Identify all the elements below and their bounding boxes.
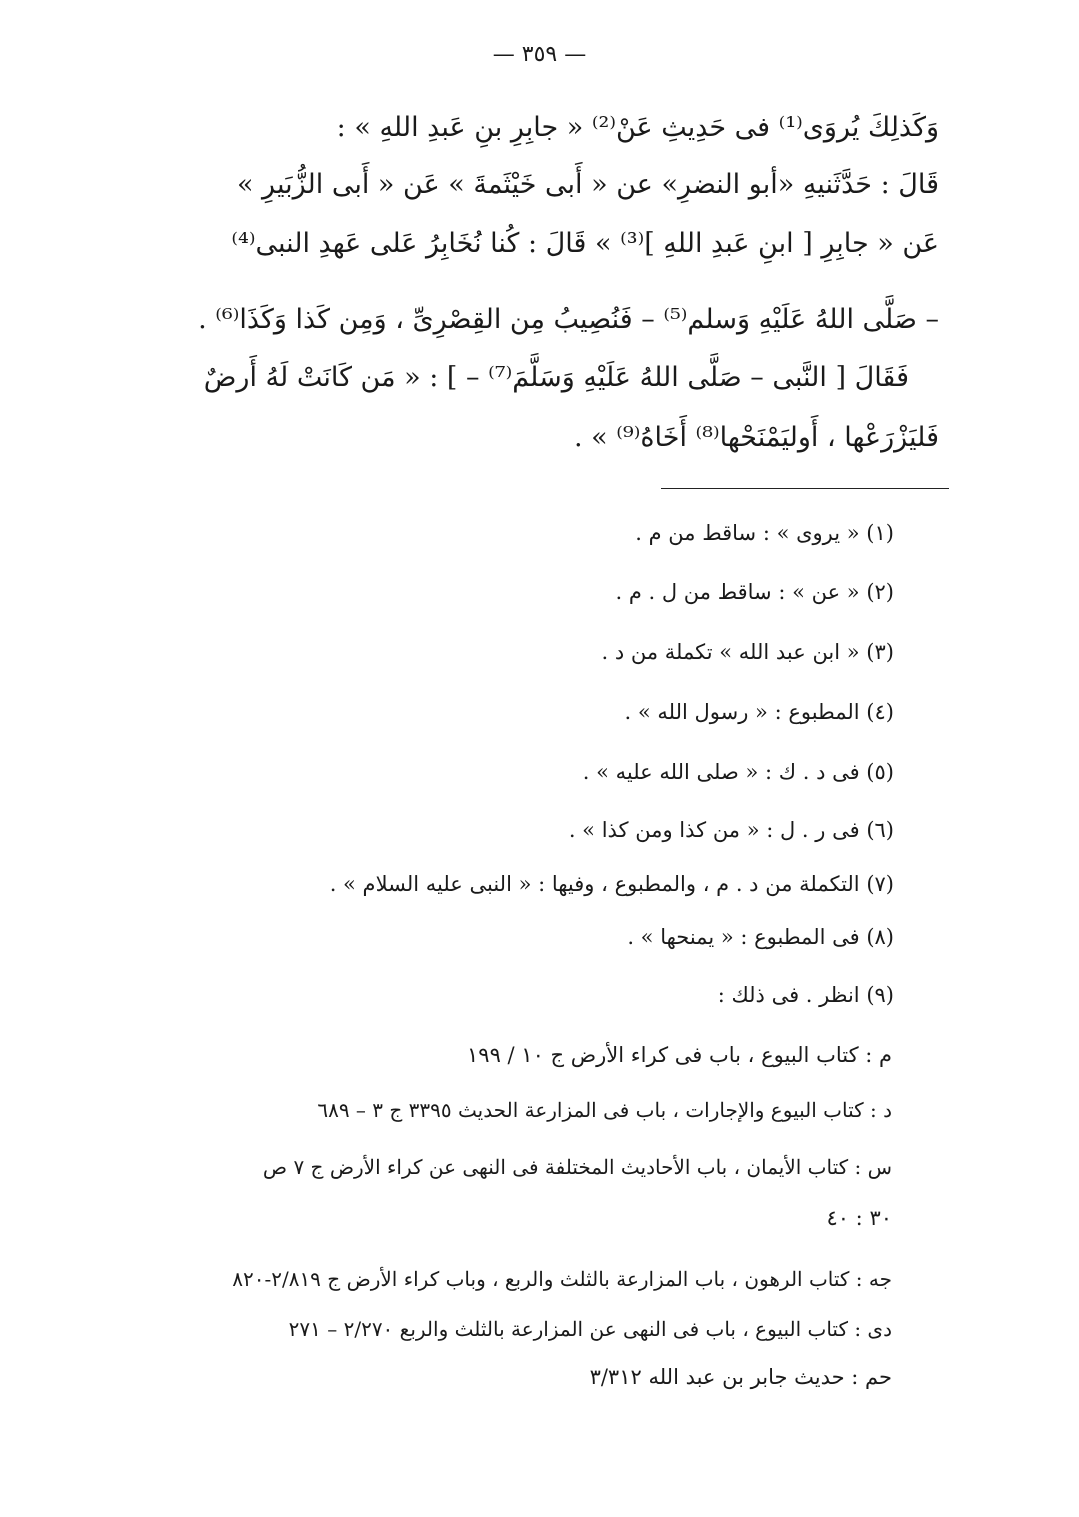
main-text-line-6: فَليَزْرَعْها ، أَوليَمْنَحْها⁽⁸⁾ أَخَاهُ⁽⁹⁾ » . — [574, 422, 939, 453]
source-ibn-majah: جه : كتاب الرهون ، باب المزارعة بالثلث والربع ، وباب كراء الأرض ج ٢/٨١٩-٨٢٠ — [232, 1267, 892, 1291]
source-ahmad: حم : حديث جابر بن عبد الله ٣/٣١٢ — [589, 1365, 892, 1389]
footnote-7: (٧) التكملة من د . م ، والمطبوع ، وفيها : « النبى عليه السلام » . — [329, 872, 894, 896]
page-number: — ٣٥٩ — — [492, 42, 587, 67]
main-text-line-4: – صَلَّى اللهُ عَلَيْهِ وَسلم⁽⁵⁾ – فَنُصِيبُ مِن القِصْرِىِّ ، وَمِن كَذا وَكَذَا⁽⁶⁾ . — [198, 304, 939, 335]
source-abu-dawud: د : كتاب البيوع والإجارات ، باب فى المزارعة الحديث ٣٣٩٥ ج ٣ – ٦٨٩ — [317, 1098, 892, 1122]
footnote-3: (٣) « ابن عبد الله » تكملة من د . — [601, 640, 894, 664]
main-text-line-3: عَن « جابِرِ [ ابنِ عَبدِ اللهِ ]⁽³⁾ » قَالَ : كُنا نُخَابِرُ عَلى عَهدِ النبى⁽⁴⁾ — [231, 228, 939, 259]
source-muslim: م : كتاب البيوع ، باب فى كراء الأرض ج ١٠ / ١٩٩ — [467, 1043, 892, 1067]
footnote-2: (٢) « عن » : ساقط من ل . م . — [615, 580, 894, 604]
footnote-divider — [661, 488, 949, 489]
footnote-5: (٥) فى د . ك : « صلى الله عليه » . — [582, 760, 894, 784]
main-text-line-2: قَالَ : حَدَّثَنيهِ «أبو النضرِ» عن « أَبى خَيْثَمةَ » عَن « أَبى الزُّبَيرِ » — [236, 169, 939, 200]
footnote-6: (٦) فى ر . ل : « من كذا ومن كذا » . — [568, 818, 894, 842]
footnote-9: (٩) انظر . فى ذلك : — [717, 983, 894, 1007]
footnote-8: (٨) فى المطبوع : « يمنحها » . — [627, 925, 894, 949]
source-darimi: دى : كتاب البيوع ، باب فى النهى عن المزارعة بالثلث والربع ٢/٢٧٠ – ٢٧١ — [288, 1317, 892, 1341]
source-nasai: س : كتاب الأيمان ، باب الأحاديث المختلفة فى النهى عن كراء الأرض ج ٧ ص — [262, 1155, 892, 1179]
footnote-4: (٤) المطبوع : « رسول الله » . — [624, 700, 894, 724]
source-nasai-continued: ٣٠ : ٤٠ — [826, 1206, 892, 1230]
main-text-line-1: وَكَذلِكَ يُروَى⁽¹⁾ فى حَدِيثِ عَنْ⁽²⁾ « جابِرِ بنِ عَبدِ اللهِ » : — [336, 112, 939, 143]
main-text-line-5: فَقَالَ [ النَّبى – صَلَّى اللهُ عَلَيْهِ وَسَلَّمَ⁽⁷⁾ – ] : « مَن كَانَتْ لَهُ أَرضٌ — [203, 362, 909, 393]
footnote-1: (١) « يروى » : ساقط من م . — [635, 521, 894, 545]
